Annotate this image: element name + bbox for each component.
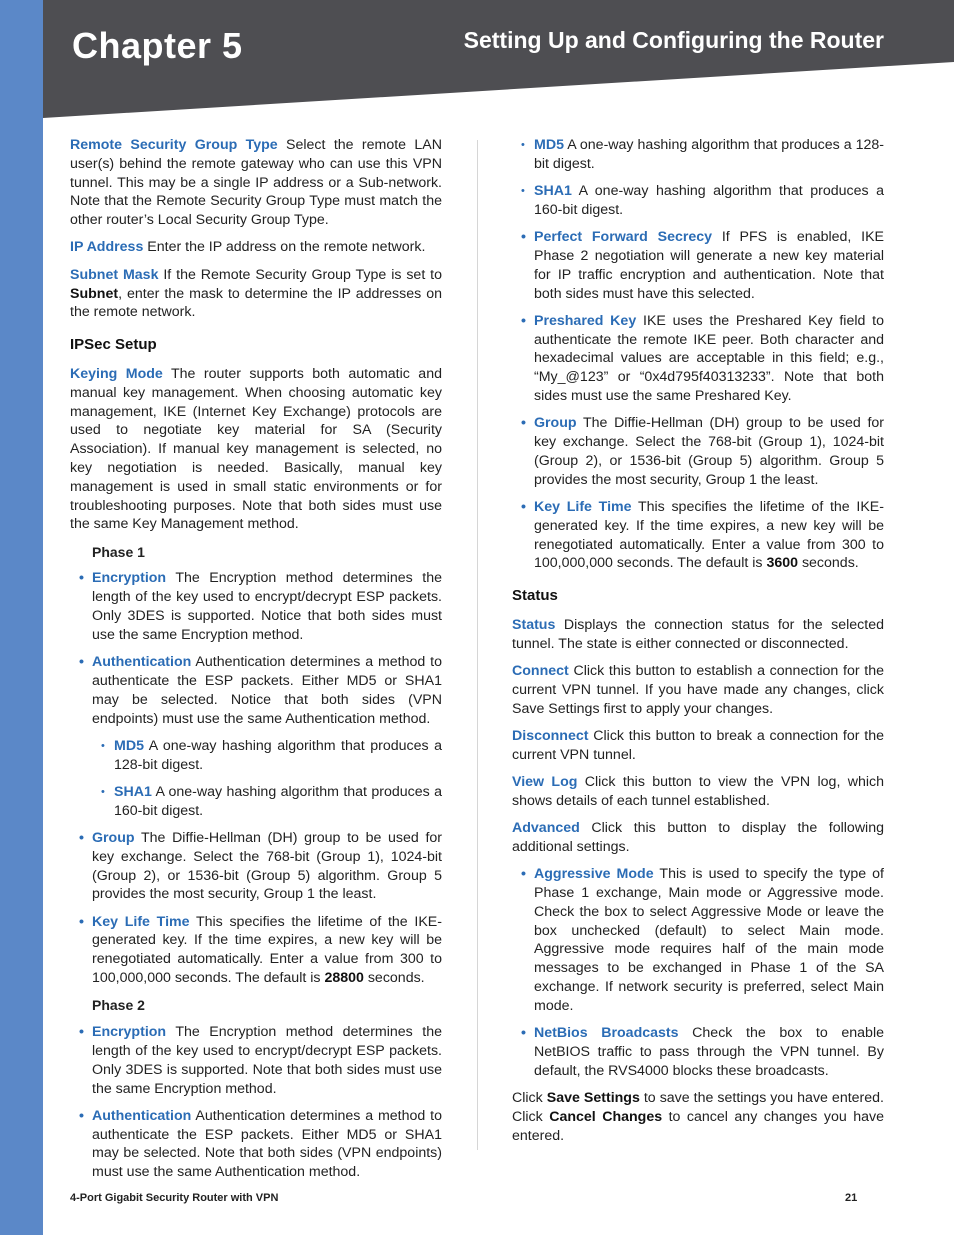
phase-1-heading: Phase 1 xyxy=(92,543,145,560)
term: Group xyxy=(92,830,135,846)
footer-product-name: 4-Port Gigabit Security Router with VPN xyxy=(70,1192,279,1204)
paragraph-text: A one-way hashing algorithm that produces a 160-bit digest. xyxy=(114,783,442,819)
chapter-label: Chapter 5 xyxy=(72,25,243,66)
paragraph-text: Enter the IP address on the remote network. xyxy=(143,239,426,256)
paragraph-text: Click this button to break a connection for the current VPN tunnel. xyxy=(512,728,884,763)
section-heading-ipsec: IPSec Setup xyxy=(70,336,157,354)
sub-bullet-md5 xyxy=(490,136,884,174)
term: Status xyxy=(512,617,556,634)
term: Keying Mode xyxy=(70,365,163,382)
bold-text: 28800 xyxy=(324,970,364,987)
paragraph-text: The Encryption method determines the length of the key used to encrypt/decrypt ESP packets. Only 3DES is supported. Notice that both sides must use the same Encryption method. xyxy=(92,570,442,643)
paragraph-text: This is used to specify the type of Phase 1 exchange, Main mode or Aggressive mode. Check the box to select Aggressive Mode or leave the box unchecked (default) to select Main mode. Aggressive mode requires half of the main mode messages to be exchanged in Phase 1 of the SA exchange. If network security is preferred, select Main mode. xyxy=(534,866,885,1014)
paragraph-text: A one-way hashing algorithm that produces a 128-bit digest. xyxy=(534,137,884,172)
paragraph-text: Authentication determines a method to authenticate the ESP packets. Either MD5 or SHA1 may be selected. Notice that both sides (VPN endpoints) must use the same Authentication method. xyxy=(92,654,442,727)
paragraph-keying-mode xyxy=(70,365,442,534)
bullet-authentication xyxy=(70,1107,442,1182)
paragraph-text: The Diffie-Hellman (DH) group to be used for key exchange. Select the 768-bit (Group 1), 1024-bit (Group 2), or 1536-bit (Group 5) algorithm. Group 5 provides the most security, Group 1 the least. xyxy=(534,415,884,488)
term: Key Life Time xyxy=(534,499,632,516)
bullet-encryption xyxy=(70,569,442,644)
paragraph-text: Click this button to view the VPN log, which shows details of each tunnel established. xyxy=(512,774,884,809)
term: Advanced xyxy=(512,820,580,837)
paragraph-text: The Encryption method determines the length of the key used to encrypt/decrypt ESP packets. Only 3DES is supported. Note that both sides must use the same Encryption method. xyxy=(92,1024,442,1097)
paragraph-text: IKE uses the Preshared Key field to authenticate the remote IKE peer. Both character and hexadecimal values are acceptable in this field; e.g., “My_@123” or “0x4d795f40313233”. Note that both sides must use the same Preshared Key. xyxy=(534,312,884,405)
paragraph-text: Click xyxy=(512,1090,547,1107)
sub-bullet-sha1 xyxy=(70,783,442,821)
bold-text: Subnet xyxy=(70,285,119,302)
term: Disconnect xyxy=(512,728,589,745)
sub-bullet-sha1 xyxy=(490,182,884,220)
paragraph-status xyxy=(512,616,884,654)
sidebar-bar xyxy=(0,0,43,1235)
term: Encryption xyxy=(92,570,167,587)
term: Connect xyxy=(512,663,569,680)
term: Group xyxy=(534,415,577,432)
term: Encryption xyxy=(92,1024,167,1041)
bullet-key-life-time xyxy=(70,913,442,988)
bullet-group xyxy=(512,414,884,489)
paragraph-text: A one-way hashing algorithm that produces a 160-bit digest. xyxy=(534,183,884,218)
paragraph-ip-address xyxy=(70,238,442,257)
bold-text: Cancel Changes xyxy=(549,1108,663,1125)
term: Perfect Forward Secrecy xyxy=(534,229,713,246)
page-number: 21 xyxy=(845,1192,858,1204)
section-heading-status: Status xyxy=(512,587,558,605)
term: SHA1 xyxy=(534,183,572,200)
paragraph-advanced xyxy=(512,819,884,857)
bullet-preshared-key xyxy=(512,312,884,406)
bullet-aggressive-mode xyxy=(512,865,884,1015)
term: Authentication xyxy=(92,654,192,671)
term: Authentication xyxy=(92,1107,192,1124)
paragraph-text: Click this button to display the following additional settings. xyxy=(512,820,884,855)
bullet-authentication xyxy=(70,653,442,728)
paragraph-disconnect xyxy=(512,727,884,765)
column-divider xyxy=(477,140,478,1150)
term: NetBios Broadcasts xyxy=(534,1025,679,1042)
paragraph-text: to save the settings you have entered. Click xyxy=(512,1090,884,1125)
term: Preshared Key xyxy=(534,312,637,329)
bullet-perfect-forward-secrecy xyxy=(512,228,884,303)
sub-bullet-md5 xyxy=(70,737,442,775)
paragraph-text: Click this button to establish a connection for the current VPN tunnel. If you have made any changes, click Save Settings first to apply your changes. xyxy=(512,663,884,717)
paragraph-remote-security-group-type xyxy=(70,136,442,230)
paragraph-view-log xyxy=(512,773,884,811)
term: IP Address xyxy=(70,239,144,256)
paragraph-text: A one-way hashing algorithm that produces a 128-bit digest. xyxy=(114,737,442,773)
paragraph-text: If PFS is enabled, IKE Phase 2 negotiation will generate a new key material for IP traffic encryption and authentication. Note that both sides must have this selected. xyxy=(534,229,884,302)
term: MD5 xyxy=(114,737,144,754)
chapter-title: Setting Up and Configuring the Router xyxy=(463,27,884,53)
phase-2-heading: Phase 2 xyxy=(92,997,145,1014)
bullet-group xyxy=(70,829,442,904)
paragraph-text: Check the box to enable NetBIOS traffic to pass through the VPN tunnel. By default, the RVS4000 blocks these broadcasts. xyxy=(534,1025,884,1079)
term: Key Life Time xyxy=(92,913,190,930)
paragraph-text: Select the remote LAN user(s) behind the remote gateway who can use this VPN tunnel. This may be a single IP address or a Sub-network. Note that the Remote Security Group Type must match the other router’s Local Security Group Type. xyxy=(70,137,442,229)
bold-text: 3600 xyxy=(766,555,798,572)
term: Aggressive Mode xyxy=(534,866,654,883)
term: Subnet Mask xyxy=(70,266,159,283)
paragraph-connect xyxy=(512,662,884,718)
bold-text: Save Settings xyxy=(546,1090,640,1107)
paragraph-text: The router supports both automatic and manual key management. When choosing automatic key management, IKE (Internet Key Exchange) protocols are used to negotiate key material for SA (Security Association). If manual key management is selected, no key negotiation is needed. Basically, manual key management is used in small static environments or for troubleshooting purposes. Note that both sides must use the same Key Management method. xyxy=(70,365,442,533)
term: View Log xyxy=(512,774,578,791)
term: MD5 xyxy=(534,137,564,153)
bullet-encryption xyxy=(70,1023,442,1098)
paragraph-subnet-mask xyxy=(70,266,442,322)
bullet-key-life-time xyxy=(512,498,884,573)
bullet-netbios-broadcasts xyxy=(512,1024,884,1080)
term: Remote Security Group Type xyxy=(70,137,278,153)
paragraph-text: Authentication determines a method to authenticate the ESP packets. Either MD5 or SHA1 may be selected. Note that both sides (VPN endpoints) must use the same Authentication method. xyxy=(92,1107,442,1181)
paragraph-text: Displays the connection status for the selected tunnel. The state is either connected or disconnected. xyxy=(512,617,884,652)
right-column xyxy=(512,136,884,1154)
left-column xyxy=(70,136,442,1191)
paragraph-text: This specifies the lifetime of the IKE-generated key. If the time expires, a new key will be renegotiated automatically. Enter a value from 300 to 100,000,000 seconds. The default is xyxy=(92,913,442,987)
paragraph-text: seconds. xyxy=(798,555,859,572)
paragraph-text: , enter the mask to determine the IP addresses on the remote network. xyxy=(70,285,442,321)
paragraph-text: to cancel any changes you have entered. xyxy=(512,1108,884,1144)
paragraph-text: This specifies the lifetime of the IKE-generated key. If the time expires, a new key will be renegotiated automatically. Enter a value from 300 to 100,000,000 seconds. The default is xyxy=(534,499,884,572)
paragraph-text: If the Remote Security Group Type is set to xyxy=(158,266,442,283)
paragraph-closing xyxy=(512,1089,884,1145)
paragraph-text: seconds. xyxy=(363,970,425,987)
term: SHA1 xyxy=(114,783,152,800)
paragraph-text: The Diffie-Hellman (DH) group to be used for key exchange. Select the 768-bit (Group 1), 1024-bit (Group 2), or 1536-bit (Group 5) algorithm. Group 5 provides the most security, Group 1 the least. xyxy=(92,830,442,903)
